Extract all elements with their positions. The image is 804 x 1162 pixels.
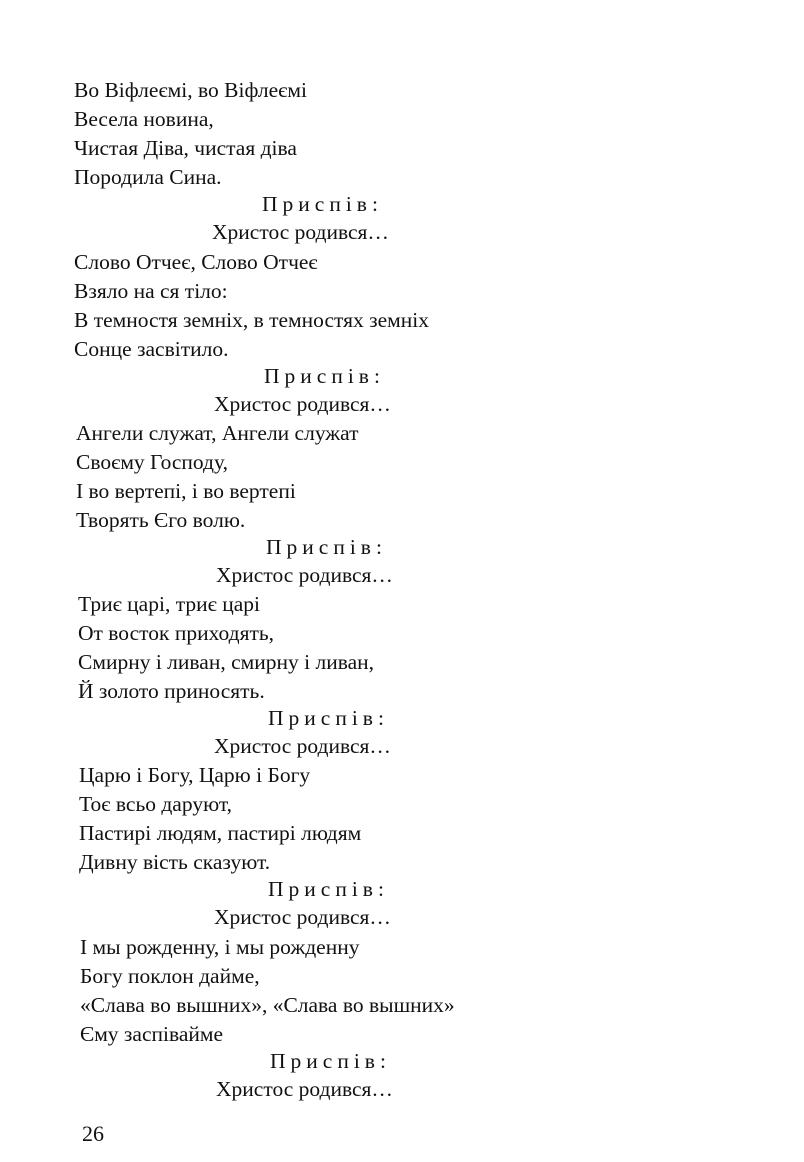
- refrain-line: Христос родився…: [216, 563, 393, 587]
- verse-line: Весела новина,: [74, 107, 214, 131]
- verse-line: Й золото приносять.: [78, 679, 265, 703]
- verse-line: От восток приходять,: [78, 621, 275, 645]
- verse-line: Смирну і ливан, смирну і ливан,: [78, 650, 374, 674]
- verse-line: Єму заспівайме: [80, 1022, 224, 1046]
- verse-line: Чистая Діва, чистая діва: [74, 136, 297, 160]
- refrain-line: Христос родився…: [214, 392, 391, 416]
- refrain-label: Приспів:: [266, 535, 387, 559]
- refrain-line: Христос родився…: [214, 905, 391, 929]
- verse-line: І во вертепі, і во вертепі: [76, 479, 296, 503]
- refrain-line: Христос родився…: [212, 220, 389, 244]
- verse-line: Творять Єго волю.: [76, 508, 246, 532]
- verse-line: Ангели служат, Ангели служат: [76, 421, 359, 445]
- verse-line: Во Віфлеємі, во Віфлеємі: [74, 78, 307, 102]
- verse-line: Слово Отчеє, Слово Отчеє: [74, 250, 318, 274]
- verse-line: Своєму Господу,: [76, 450, 228, 474]
- refrain-label: Приспів:: [268, 706, 389, 730]
- verse-line: І мы рожденну, і мы рожденну: [80, 935, 360, 959]
- verse-line: Дивну вість сказуют.: [79, 850, 271, 874]
- refrain-label: Приспів:: [270, 1049, 391, 1073]
- verse-line: «Слава во вышних», «Слава во вышних»: [80, 993, 455, 1017]
- refrain-line: Христос родився…: [214, 734, 391, 758]
- verse-line: Царю і Богу, Царю і Богу: [79, 763, 311, 787]
- verse-line: Триє царі, триє царі: [78, 592, 260, 616]
- refrain-line: Христос родився…: [216, 1077, 393, 1101]
- verse-line: Богу поклон дайме,: [80, 964, 260, 988]
- refrain-label: Приспів:: [268, 877, 389, 901]
- verse-line: Сонце засвітило.: [74, 337, 229, 361]
- verse-line: Взяло на ся тіло:: [74, 279, 228, 303]
- verse-line: В темностя земніх, в темностях земніх: [74, 308, 429, 332]
- verse-line: Породила Сина.: [74, 165, 222, 189]
- page-number: 26: [82, 1121, 104, 1146]
- refrain-label: Приспів:: [262, 192, 383, 216]
- verse-line: Тоє всьо даруют,: [79, 792, 232, 816]
- refrain-label: Приспів:: [264, 364, 385, 388]
- verse-line: Пастирі людям, пастирі людям: [79, 821, 362, 845]
